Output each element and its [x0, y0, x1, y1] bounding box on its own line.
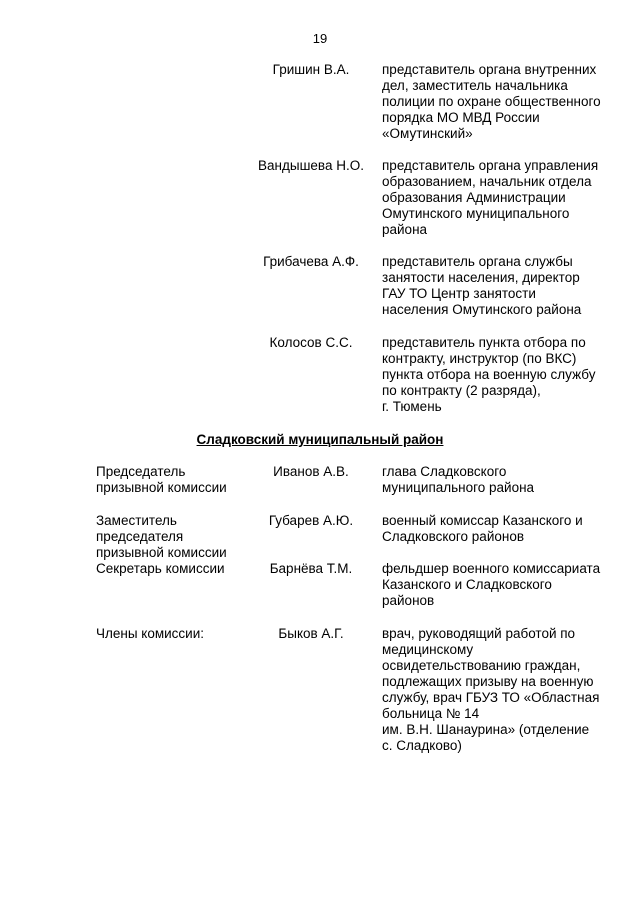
- member-name: Иванов А.В.: [273, 464, 349, 479]
- section-heading: Сладковский муниципальный район: [196, 432, 444, 447]
- member-name: Колосов С.С.: [269, 335, 353, 350]
- member-name: Быков А.Г.: [278, 626, 344, 641]
- role-label: Секретарь комиссии: [96, 561, 225, 576]
- member-name: Гришин В.А.: [272, 62, 350, 77]
- member-description: военный комиссар Казанского и Сладковского районов: [382, 513, 583, 544]
- member-description: врач, руководящий работой по медицинскому освидетельствованию граждан, подлежащих призыву на военную службу, врач ГБУЗ ТО «Областная больница № 14 им. В.Н. Шанаурина» (отделение с. Сладково): [382, 626, 600, 753]
- role-label: Заместитель председателя призывной комиссии: [96, 513, 227, 560]
- member-description: фельдшер военного комиссариата Казанского и Сладковского районов: [382, 561, 601, 608]
- member-description: представитель органа управления образованием, начальник отдела образования Администрации Омутинского муниципального района: [382, 158, 599, 237]
- page-number: 19: [312, 31, 328, 46]
- role-label: Председатель призывной комиссии: [96, 464, 227, 495]
- member-description: представитель органа внутренних дел, заместитель начальника полиции по охране общественного порядка МО МВД России «Омутинский»: [382, 62, 601, 141]
- member-name: Вандышева Н.О.: [258, 158, 364, 173]
- member-name: Губарев А.Ю.: [268, 513, 354, 528]
- member-description: представитель пункта отбора по контракту, инструктор (по ВКС) пункта отбора на военную службу по контракту (2 разряда), г. Тюмень: [382, 335, 596, 414]
- member-name: Барнёва Т.М.: [269, 561, 353, 576]
- member-description: представитель органа службы занятости населения, директор ГАУ ТО Центр занятости населения Омутинского района: [382, 254, 582, 317]
- member-description: глава Сладковского муниципального района: [382, 464, 535, 495]
- member-name: Грибачева А.Ф.: [263, 254, 359, 269]
- role-label: Члены комиссии:: [96, 626, 205, 641]
